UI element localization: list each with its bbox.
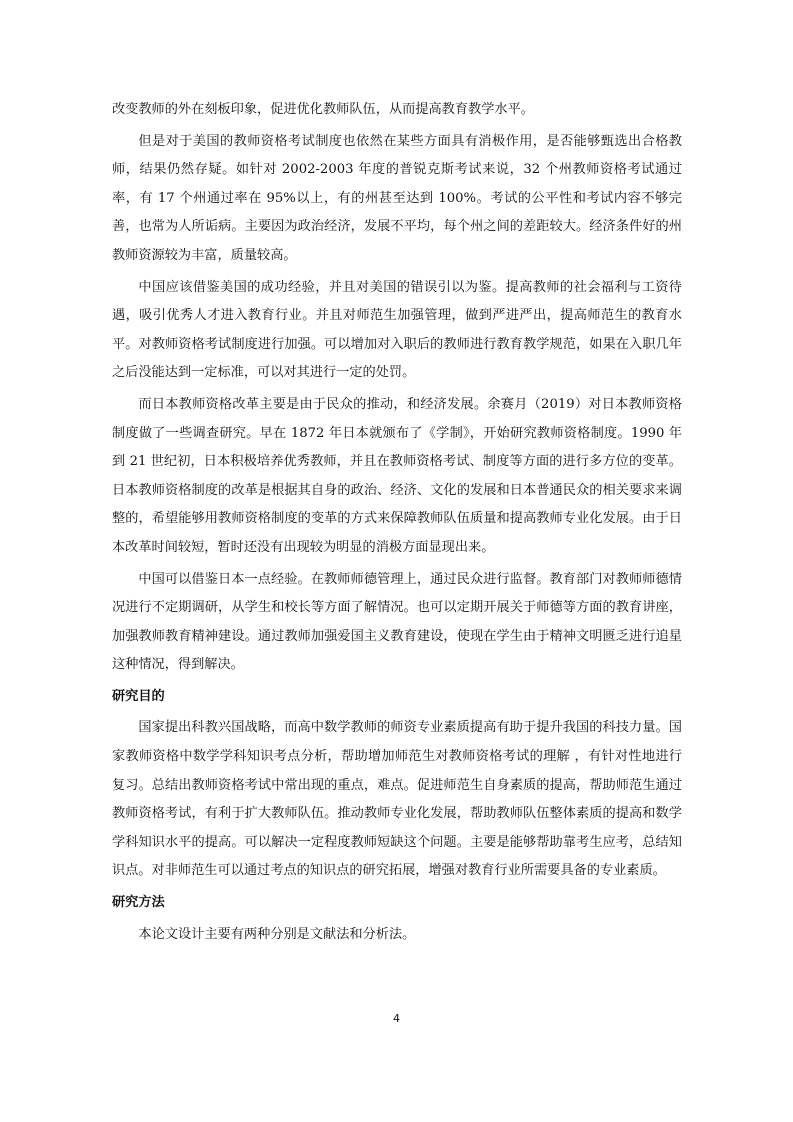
heading-research-method: 研究方法 <box>112 895 165 911</box>
paragraph-china-learn-from-us: 中国应该借鉴美国的成功经验，并且对美国的错误引以为鉴。提高教师的社会福利与工资待遇，吸引优秀人才进入教育行业。并且对师范生加强管理，做到严进严出，提高师范生的教育水平。对教师资格考试制度进行加强。可以增加对入职后的教师进行教育教学规范，如果在入职几年之后没能达到一定标准，可以对其进行一定的处罚。 <box>112 279 682 381</box>
paragraph-research-method: 本论文设计主要有两种分别是文献法和分析法。 <box>138 926 416 942</box>
page-number: 4 <box>393 1012 400 1025</box>
paragraph-continuation: 改变教师的外在刻板印象，促进优化教师队伍，从而提高教育教学水平。 <box>112 102 534 117</box>
paragraph-japan-reform: 而日本教师资格改革主要是由于民众的推动，和经济发展。余赛月（2019）对日本教师资格制度做了一些调查研究。早在 1872 年日本就颁布了《学制》，开始研究教师资格制度。1990 年到 21 世纪初，日本积极培养优秀教师，并且在教师资格考试、制度等方面的进行多方位的变革。日本教师资格制度的改革是根据其自身的政治、经济、文化的发展和日本普通民众的相关要求来调整的，希望能够用教师资格制度的变革的方式来保障教师队伍质量和提高教师专业化发展。由于日本改革时间较短，暂时还没有出现较为明显的消极方面显现出来。 <box>112 396 682 555</box>
heading-research-purpose: 研究目的 <box>112 688 165 704</box>
paragraph-research-purpose: 国家提出科教兴国战略，而高中数学教师的师资专业素质提高有助于提升我国的科技力量。国家教师资格中数学学科知识考点分析，帮助增加师范生对教师资格考试的理解 ，有针对性地进行复习。总结出教师资格考试中常出现的重点，难点。促进师范生自身素质的提高，帮助师范生通过教师资格考试，有利于扩大教师队伍。推动教师专业化发展，帮助教师队伍整体素质的提高和数学学科知识水平的提高。可以解决一定程度教师短缺这个问题。主要是能够帮助靠考生应考，总结知识点。对非师范生可以通过考点的知识点的研究拓展，增强对教育行业所需要具备的专业素质。 <box>112 720 682 879</box>
page-content <box>112 96 682 952</box>
paragraph-us-exam-drawbacks: 但是对于美国的教师资格考试制度也依然在某些方面具有消极作用，是否能够甄选出合格教师，结果仍然存疑。如针对 2002-2003 年度的普锐克斯考试来说，32 个州教师资格考试通过率，有 17 个州通过率在 95%以上，有的州甚至达到 100%。考试的公平性和考试内容不够完善，也常为人所诟病。主要因为政治经济，发展不平均，每个州之间的差距较大。经济条件好的州教师资源较为丰富，质量较高。 <box>112 133 682 263</box>
paragraph-china-learn-from-japan: 中国可以借鉴日本一点经验。在教师师德管理上，通过民众进行监督。教育部门对教师师德情况进行不定期调研，从学生和校长等方面了解情况。也可以定期开展关于师德等方面的教育讲座，加强教师教育精神建设。通过教师加强爱国主义教育建设，使现在学生由于精神文明匮乏进行追星这种情况，得到解决。 <box>112 571 682 673</box>
